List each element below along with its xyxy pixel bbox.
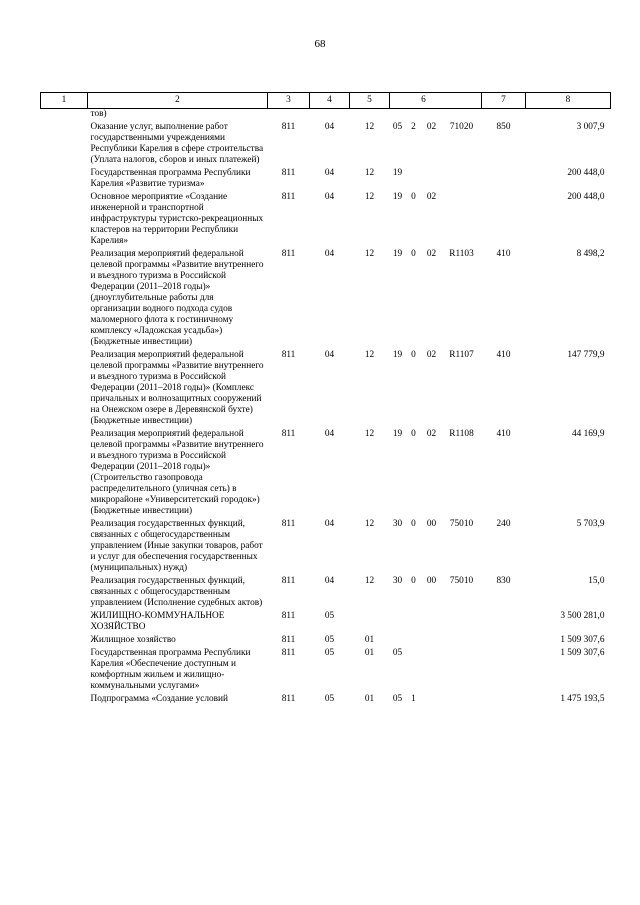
row-name: Подпрограмма «Создание условий bbox=[90, 694, 229, 704]
row-code-6b: 1 bbox=[411, 694, 416, 704]
row-code-7 bbox=[482, 168, 526, 192]
row-code-4: 04 bbox=[324, 249, 335, 259]
row-code-4 bbox=[310, 109, 350, 123]
row-code-6b bbox=[406, 648, 422, 694]
header-col-6a bbox=[390, 93, 406, 109]
row-code-5 bbox=[350, 109, 390, 123]
row-code-4: 04 bbox=[324, 576, 335, 586]
row-code-7 bbox=[482, 611, 526, 635]
row-code-4: 04 bbox=[324, 122, 335, 132]
table-row bbox=[41, 648, 611, 694]
header-col-1: 1 bbox=[41, 93, 88, 109]
table-row bbox=[41, 611, 611, 635]
table-row bbox=[41, 635, 611, 648]
row-code-4: 04 bbox=[324, 168, 335, 178]
row-amount: 1 509 307,6 bbox=[560, 635, 605, 645]
row-code-3: 811 bbox=[281, 168, 296, 178]
row-code-6b bbox=[406, 109, 422, 123]
row-code-6c: 02 bbox=[426, 429, 437, 439]
row-code-6b: 2 bbox=[411, 122, 416, 132]
row-code-5: 01 bbox=[364, 635, 375, 645]
row-col-1 bbox=[41, 576, 88, 611]
row-code-6b: 0 bbox=[411, 192, 416, 202]
row-code-6a bbox=[390, 109, 406, 123]
row-col-1 bbox=[41, 635, 88, 648]
row-amount: 15,0 bbox=[588, 576, 605, 586]
row-code-5: 12 bbox=[364, 519, 375, 529]
row-amount: 200 448,0 bbox=[567, 192, 605, 202]
row-code-6d bbox=[442, 109, 482, 123]
row-code-5: 12 bbox=[364, 122, 375, 132]
row-col-1 bbox=[41, 192, 88, 249]
row-code-3: 811 bbox=[281, 611, 296, 621]
row-amount: 3 007,9 bbox=[576, 122, 605, 132]
row-code-6c: 00 bbox=[426, 576, 437, 586]
row-code-3: 811 bbox=[281, 519, 296, 529]
row-code-6a: 05 bbox=[392, 122, 403, 132]
row-col-1 bbox=[41, 350, 88, 429]
row-code-6c: 02 bbox=[426, 249, 437, 259]
row-code-3: 811 bbox=[281, 694, 296, 704]
row-name: ЖИЛИЩНО-КОММУНАЛЬНОЕ ХОЗЯЙСТВО bbox=[90, 611, 225, 632]
row-amount: 3 500 281,0 bbox=[560, 611, 605, 621]
row-code-6c bbox=[422, 635, 442, 648]
row-name: Основное мероприятие «Создание инженерной и транспортной инфраструктуры туристско-рекреационных кластеров на территории Республики Карелия» bbox=[90, 192, 264, 246]
row-code-6c: 02 bbox=[426, 122, 437, 132]
row-name: Реализация мероприятий федеральной целевой программы «Развитие внутреннего и въездного туризма в Российской Федерации (2011–2018 годы)» (дноуглубительные работы для организации водного подхода судов маломерного флота к гостиничному комплексу «Ладожская усадьба») (Бюджетные инвестиции) bbox=[90, 249, 264, 347]
row-code-5: 01 bbox=[364, 694, 375, 704]
row-col-1 bbox=[41, 611, 88, 635]
row-code-6b bbox=[406, 635, 422, 648]
page-number: 68 bbox=[314, 38, 326, 50]
row-code-6d: 71020 bbox=[449, 122, 474, 132]
row-code-6b: 0 bbox=[411, 429, 416, 439]
row-col-1 bbox=[41, 519, 88, 576]
row-code-6c bbox=[422, 694, 442, 707]
table-row bbox=[41, 694, 611, 707]
row-code-6a: 05 bbox=[392, 694, 403, 704]
row-code-3 bbox=[268, 109, 310, 123]
table-row bbox=[41, 122, 611, 168]
row-code-7 bbox=[482, 694, 526, 707]
table-row bbox=[41, 192, 611, 249]
row-col-1 bbox=[41, 648, 88, 694]
row-code-4: 04 bbox=[324, 429, 335, 439]
row-code-3: 811 bbox=[281, 249, 296, 259]
row-col-1 bbox=[41, 249, 88, 350]
row-amount: 1 475 193,5 bbox=[560, 694, 605, 704]
row-name: Реализация мероприятий федеральной целевой программы «Развитие внутреннего и въездного туризма в Российской Федерации (2011–2018 годы)» (Комплекс причальных и волнозащитных сооружений на Онежском озере в Деревянской бухте) (Бюджетные инвестиции) bbox=[90, 350, 264, 426]
header-col-2: 2 bbox=[88, 93, 268, 109]
row-code-7: 830 bbox=[496, 576, 511, 586]
row-code-6d bbox=[442, 694, 482, 707]
row-code-3: 811 bbox=[281, 429, 296, 439]
header-col-8: 8 bbox=[526, 93, 611, 109]
row-code-6a: 19 bbox=[392, 168, 403, 178]
row-code-4: 04 bbox=[324, 350, 335, 360]
row-code-5 bbox=[350, 611, 390, 635]
row-name: Жилищное хозяйство bbox=[90, 635, 176, 645]
row-code-6c: 02 bbox=[426, 350, 437, 360]
row-amount bbox=[526, 109, 611, 123]
header-row bbox=[41, 93, 611, 109]
row-code-6d bbox=[442, 168, 482, 192]
row-col-1 bbox=[41, 109, 88, 123]
row-code-6c: 00 bbox=[426, 519, 437, 529]
row-name: Реализация государственных функций, связанных с общегосударственным управлением (Иные закупки товаров, работ и услуг для обеспечения государственных (муниципальных) нужд) bbox=[90, 519, 263, 573]
row-code-6d bbox=[442, 611, 482, 635]
row-code-3: 811 bbox=[281, 122, 296, 132]
row-code-7: 410 bbox=[496, 249, 511, 259]
row-code-6d: R1107 bbox=[449, 350, 474, 360]
table-row bbox=[41, 350, 611, 429]
row-amount: 5 703,9 bbox=[576, 519, 605, 529]
row-amount: 44 169,9 bbox=[571, 429, 605, 439]
row-code-6d bbox=[442, 192, 482, 249]
row-code-6a: 05 bbox=[392, 648, 403, 658]
row-code-4: 05 bbox=[324, 694, 335, 704]
row-code-7: 410 bbox=[496, 429, 511, 439]
row-code-3: 811 bbox=[281, 192, 296, 202]
row-code-4: 05 bbox=[324, 611, 335, 621]
row-code-6b bbox=[406, 611, 422, 635]
row-code-5: 12 bbox=[364, 192, 375, 202]
row-code-5: 01 bbox=[364, 648, 375, 658]
row-col-1 bbox=[41, 122, 88, 168]
row-code-6d: R1108 bbox=[449, 429, 474, 439]
row-code-3: 811 bbox=[281, 648, 296, 658]
row-name: тов) bbox=[90, 109, 107, 119]
row-code-6a bbox=[390, 611, 406, 635]
row-code-4: 04 bbox=[324, 192, 335, 202]
row-code-6b: 0 bbox=[411, 249, 416, 259]
row-code-6b bbox=[406, 168, 422, 192]
row-code-7: 410 bbox=[496, 350, 511, 360]
row-name: Государственная программа Республики Карелия «Обеспечение доступным и комфортным жильем и жилищно-коммунальными услугами» bbox=[90, 648, 251, 691]
row-code-7: 240 bbox=[496, 519, 511, 529]
row-code-6c: 02 bbox=[426, 192, 437, 202]
table-row bbox=[41, 429, 611, 519]
table-row bbox=[41, 576, 611, 611]
row-code-6a: 19 bbox=[392, 429, 403, 439]
row-code-6d bbox=[442, 648, 482, 694]
row-code-7 bbox=[482, 109, 526, 123]
row-code-6d: 75010 bbox=[449, 576, 474, 586]
row-code-5: 12 bbox=[364, 576, 375, 586]
row-code-6b: 0 bbox=[411, 350, 416, 360]
row-code-6d: 75010 bbox=[449, 519, 474, 529]
header-col-3: 3 bbox=[268, 93, 310, 109]
row-code-6c bbox=[422, 611, 442, 635]
table-row bbox=[41, 519, 611, 576]
budget-table bbox=[40, 92, 611, 707]
row-code-3: 811 bbox=[281, 350, 296, 360]
row-code-7 bbox=[482, 192, 526, 249]
row-code-6c bbox=[422, 168, 442, 192]
row-code-6b: 0 bbox=[411, 519, 416, 529]
row-code-6a bbox=[390, 635, 406, 648]
header-col-6d bbox=[442, 93, 482, 109]
row-col-1 bbox=[41, 168, 88, 192]
row-code-6a: 19 bbox=[392, 249, 403, 259]
row-code-6c bbox=[422, 109, 442, 123]
row-code-7 bbox=[482, 648, 526, 694]
row-code-7 bbox=[482, 635, 526, 648]
table-row bbox=[41, 249, 611, 350]
row-code-4: 05 bbox=[324, 648, 335, 658]
row-name: Реализация государственных функций, связанных с общегосударственным управлением (Исполнение судебных актов) bbox=[90, 576, 263, 608]
row-code-4: 05 bbox=[324, 635, 335, 645]
header-col-7: 7 bbox=[482, 93, 526, 109]
row-code-6d bbox=[442, 635, 482, 648]
row-code-4: 04 bbox=[324, 519, 335, 529]
row-amount: 8 498,2 bbox=[576, 249, 605, 259]
header-col-6: 6 bbox=[406, 93, 442, 109]
row-code-5: 12 bbox=[364, 350, 375, 360]
row-code-3: 811 bbox=[281, 576, 296, 586]
row-code-6c bbox=[422, 648, 442, 694]
row-name: Реализация мероприятий федеральной целевой программы «Развитие внутреннего и въездного туризма в Российской Федерации (2011–2018 годы)» (Строительство газопровода распределительного (уличная сеть) в микрорайоне «Университетский городок») (Бюджетные инвестиции) bbox=[90, 429, 264, 516]
row-code-7: 850 bbox=[496, 122, 511, 132]
row-code-6b: 0 bbox=[411, 576, 416, 586]
row-amount: 147 779,9 bbox=[567, 350, 605, 360]
row-code-6a: 30 bbox=[392, 576, 403, 586]
row-code-5: 12 bbox=[364, 429, 375, 439]
row-code-5: 12 bbox=[364, 168, 375, 178]
header-col-4: 4 bbox=[310, 93, 350, 109]
table-row bbox=[41, 109, 611, 123]
row-code-6d: R1103 bbox=[449, 249, 474, 259]
row-col-1 bbox=[41, 694, 88, 707]
row-col-1 bbox=[41, 429, 88, 519]
row-name: Оказание услуг, выполнение работ государственными учреждениями Республики Карелия в сфере строительства (Уплата налогов, сборов и иных платежей) bbox=[90, 122, 264, 165]
header-col-5: 5 bbox=[350, 93, 390, 109]
row-code-6a: 19 bbox=[392, 350, 403, 360]
row-amount: 200 448,0 bbox=[567, 168, 605, 178]
row-code-3: 811 bbox=[281, 635, 296, 645]
row-code-6a: 19 bbox=[392, 192, 403, 202]
table-row bbox=[41, 168, 611, 192]
row-code-5: 12 bbox=[364, 249, 375, 259]
row-amount: 1 509 307,6 bbox=[560, 648, 605, 658]
row-name: Государственная программа Республики Карелия «Развитие туризма» bbox=[90, 168, 251, 189]
row-code-6a: 30 bbox=[392, 519, 403, 529]
